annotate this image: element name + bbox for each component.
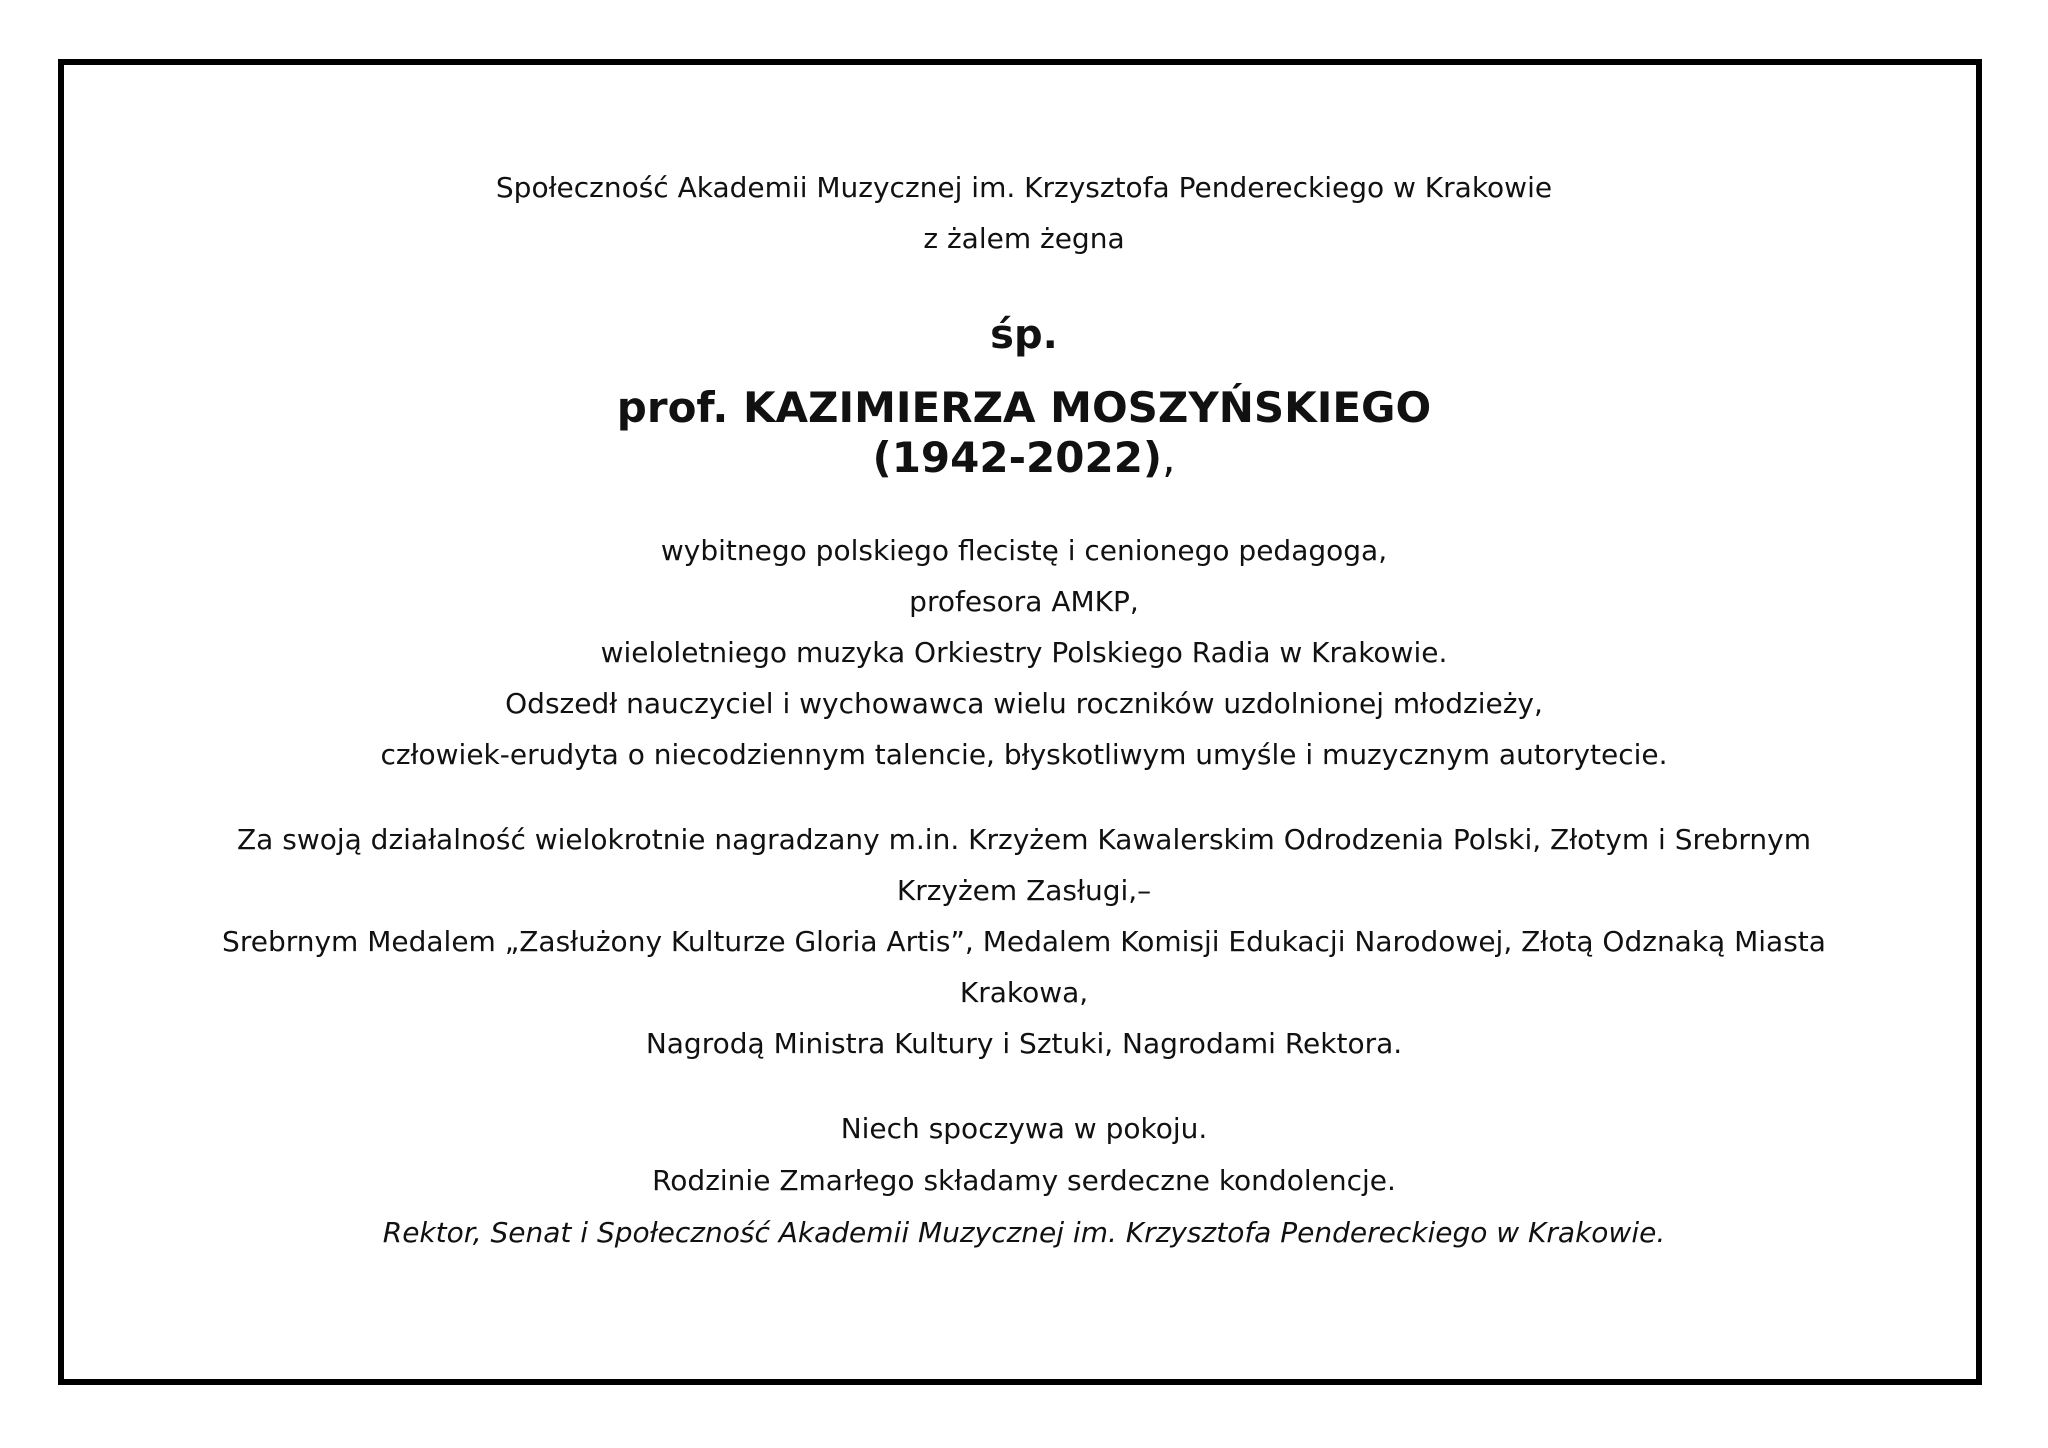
description-line-5: człowiek-erudyta o niecodziennym talencie, błyskotliwym umyśle i muzycznym autorytecie. xyxy=(380,738,1668,771)
signature-line: Rektor, Senat i Społeczność Akademii Muzycznej im. Krzysztofa Pendereckiego w Krakowie. xyxy=(382,1216,1666,1249)
awards-line-2: Krzyżem Zasługi,– xyxy=(896,874,1152,907)
description-line-3: wieloletniego muzyka Orkiestry Polskiego Radia w Krakowie. xyxy=(600,636,1448,669)
years-comma: , xyxy=(1162,433,1176,482)
header-line-1: Społeczność Akademii Muzycznej im. Krzysztofa Pendereckiego w Krakowie xyxy=(495,171,1553,204)
deceased-name: prof. KAZIMIERZA MOSZYŃSKIEGO xyxy=(616,383,1432,432)
description-line-1: wybitnego polskiego flecistę i cenionego pedagoga, xyxy=(660,534,1388,567)
awards-line-5: Nagrodą Ministra Kultury i Sztuki, Nagrodami Rektora. xyxy=(645,1027,1403,1060)
closing-line-1: Niech spoczywa w pokoju. xyxy=(840,1112,1208,1145)
years-text: (1942-2022) xyxy=(872,433,1163,482)
description-line-2: profesora AMKP, xyxy=(909,585,1139,618)
life-years xyxy=(0,434,2048,482)
header-line-2: z żalem żegna xyxy=(923,222,1125,255)
closing-line-2: Rodzinie Zmarłego składamy serdeczne kondolencje. xyxy=(652,1164,1396,1197)
description-line-4: Odszedł nauczyciel i wychowawca wielu roczników uzdolnionej młodzieży, xyxy=(505,687,1543,720)
awards-line-4: Krakowa, xyxy=(959,976,1089,1009)
sp-abbreviation: śp. xyxy=(990,312,1058,358)
awards-line-1: Za swoją działalność wielokrotnie nagradzany m.in. Krzyżem Kawalerskim Odrodzenia Polski, Złotym i Srebrnym xyxy=(236,823,1811,856)
awards-line-3: Srebrnym Medalem „Zasłużony Kulturze Gloria Artis”, Medalem Komisji Edukacji Narodowej, Złotą Odznaką Miasta xyxy=(222,925,1826,958)
